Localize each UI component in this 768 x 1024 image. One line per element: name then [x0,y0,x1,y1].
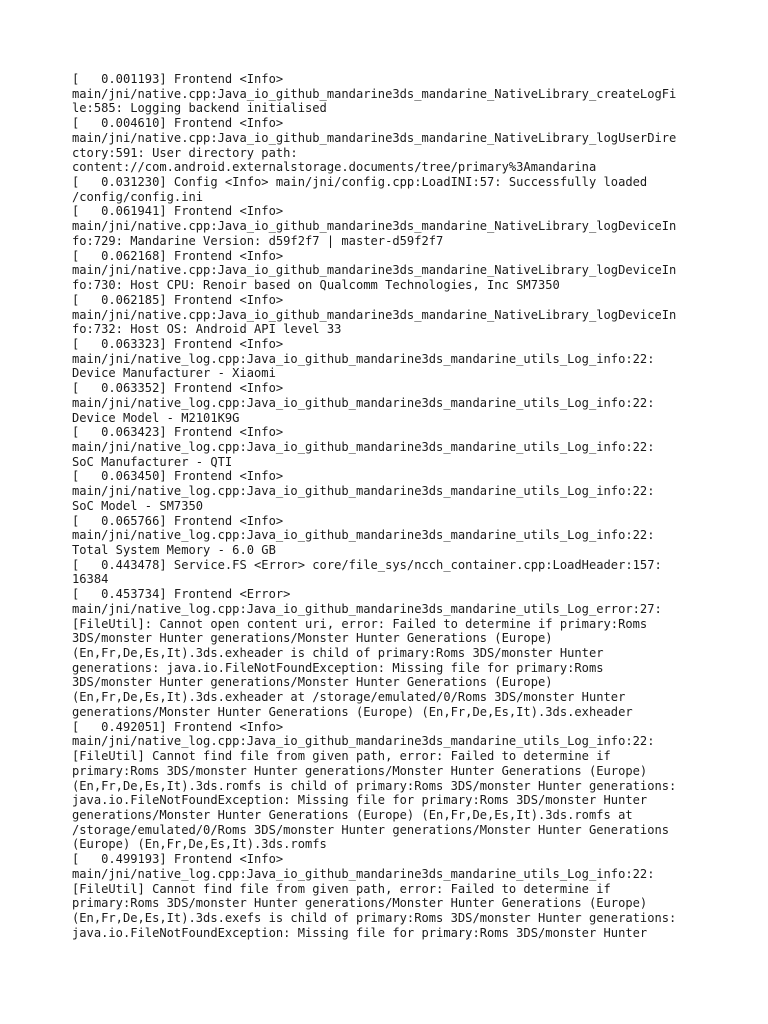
log-line: 16384 [72,572,109,587]
log-document [72,72,712,940]
log-line: main/jni/native_log.cpp:Java_io_github_mandarine3ds_mandarine_utils_Log_info:22: [72,484,655,499]
log-line: [ 0.065766] Frontend <Info> [72,513,284,528]
log-line: [FileUtil] Cannot find file from given path, error: Failed to determine if [72,749,611,764]
log-line: [FileUtil]: Cannot open content uri, error: Failed to determine if primary:Roms [72,616,648,631]
log-line: [FileUtil] Cannot find file from given path, error: Failed to determine if [72,881,611,896]
log-line: fo:730: Host CPU: Renoir based on Qualcomm Technologies, Inc SM7350 [72,278,560,293]
log-line: content://com.android.externalstorage.documents/tree/primary%3Amandarina [72,160,597,175]
log-line: java.io.FileNotFoundException: Missing file for primary:Roms 3DS/monster Hunter [72,925,648,940]
log-line: [ 0.062185] Frontend <Info> [72,292,284,307]
log-line: generations: java.io.FileNotFoundException: Missing file for primary:Roms [72,660,604,675]
log-line: 3DS/monster Hunter generations/Monster Hunter Generations (Europe) [72,675,553,690]
log-line: [ 0.492051] Frontend <Info> [72,719,284,734]
log-line: [ 0.453734] Frontend <Error> [72,587,291,602]
log-line: [ 0.063450] Frontend <Info> [72,469,284,484]
log-line: main/jni/native_log.cpp:Java_io_github_mandarine3ds_mandarine_utils_Log_info:22: [72,351,655,366]
log-line: SoC Manufacturer - QTI [72,454,233,469]
log-line: [ 0.061941] Frontend <Info> [72,204,284,219]
log-line: main/jni/native_log.cpp:Java_io_github_mandarine3ds_mandarine_utils_Log_info:22: [72,734,655,749]
log-line: (En,Fr,De,Es,It).3ds.exheader at /storage/emulated/0/Roms 3DS/monster Hunter [72,690,626,705]
log-line: [ 0.062168] Frontend <Info> [72,248,284,263]
log-line: [ 0.004610] Frontend <Info> [72,116,284,131]
log-line: le:585: Logging backend initialised [72,101,327,116]
log-line: main/jni/native_log.cpp:Java_io_github_mandarine3ds_mandarine_utils_Log_info:22: [72,528,655,543]
log-line: main/jni/native.cpp:Java_io_github_mandarine3ds_mandarine_NativeLibrary_logDeviceIn [72,307,677,322]
log-line: [ 0.001193] Frontend <Info> [72,72,284,86]
log-line: fo:732: Host OS: Android API level 33 [72,322,342,337]
log-line: (En,Fr,De,Es,It).3ds.exheader is child of primary:Roms 3DS/monster Hunter [72,646,604,661]
log-line: main/jni/native_log.cpp:Java_io_github_mandarine3ds_mandarine_utils_Log_error:27: [72,601,662,616]
log-line: java.io.FileNotFoundException: Missing file for primary:Roms 3DS/monster Hunter [72,793,648,808]
log-line: (En,Fr,De,Es,It).3ds.romfs is child of primary:Roms 3DS/monster Hunter generations: [72,778,677,793]
log-line: Total System Memory - 6.0 GB [72,543,276,557]
log-line: /config/config.ini [72,189,204,204]
log-line: generations/Monster Hunter Generations (Europe) (En,Fr,De,Es,It).3ds.romfs at [72,807,633,822]
log-line: main/jni/native_log.cpp:Java_io_github_mandarine3ds_mandarine_utils_Log_info:22: [72,439,655,454]
log-line: [ 0.063423] Frontend <Info> [72,425,284,440]
log-line: Device Model - M2101K9G [72,410,240,425]
log-line: [ 0.443478] Service.FS <Error> core/file_sys/ncch_container.cpp:LoadHeader:157: [72,557,662,572]
log-line: fo:729: Mandarine Version: d59f2f7 | master-d59f2f7 [72,233,444,248]
log-line: 3DS/monster Hunter generations/Monster Hunter Generations (Europe) [72,631,553,646]
log-line: main/jni/native.cpp:Java_io_github_mandarine3ds_mandarine_NativeLibrary_createLogFi [72,86,677,101]
log-line: main/jni/native.cpp:Java_io_github_mandarine3ds_mandarine_NativeLibrary_logDeviceIn [72,219,677,234]
log-line: primary:Roms 3DS/monster Hunter generations/Monster Hunter Generations (Europe) [72,763,648,778]
log-line: /storage/emulated/0/Roms 3DS/monster Hunter generations/Monster Hunter Generations [72,822,670,837]
log-line: SoC Model - SM7350 [72,498,204,513]
log-line: ctory:591: User directory path: [72,145,298,160]
log-line: (En,Fr,De,Es,It).3ds.exefs is child of primary:Roms 3DS/monster Hunter generations: [72,910,677,925]
log-line: [ 0.031230] Config <Info> main/jni/config.cpp:LoadINI:57: Successfully loaded [72,175,648,190]
log-line: main/jni/native_log.cpp:Java_io_github_mandarine3ds_mandarine_utils_Log_info:22: [72,866,655,881]
log-line: primary:Roms 3DS/monster Hunter generations/Monster Hunter Generations (Europe) [72,896,648,911]
log-line: [ 0.499193] Frontend <Info> [72,852,284,867]
log-line: Device Manufacturer - Xiaomi [72,366,276,381]
log-line: main/jni/native_log.cpp:Java_io_github_mandarine3ds_mandarine_utils_Log_info:22: [72,395,655,410]
log-line: [ 0.063352] Frontend <Info> [72,381,284,396]
log-line: main/jni/native.cpp:Java_io_github_mandarine3ds_mandarine_NativeLibrary_logUserDire [72,130,677,145]
log-line: main/jni/native.cpp:Java_io_github_mandarine3ds_mandarine_NativeLibrary_logDeviceIn [72,263,677,278]
log-line: (Europe) (En,Fr,De,Es,It).3ds.romfs [72,837,327,852]
log-line: generations/Monster Hunter Generations (Europe) (En,Fr,De,Es,It).3ds.exheader [72,704,633,719]
log-line: [ 0.063323] Frontend <Info> [72,336,284,351]
